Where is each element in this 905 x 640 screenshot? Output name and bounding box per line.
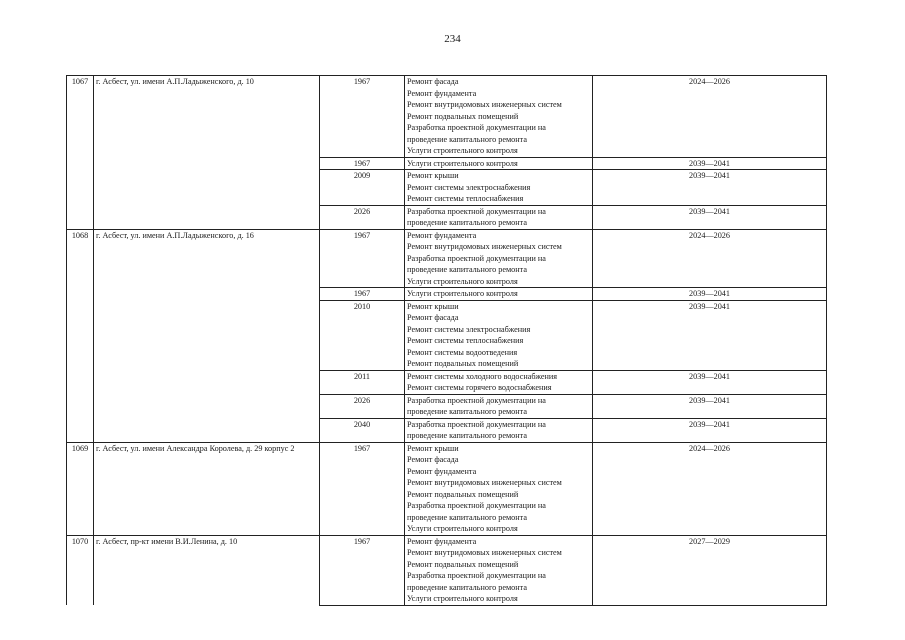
works-cell [405,170,593,206]
period-cell: 2027—2029 [593,535,827,605]
year-cell: 2009 [320,170,405,206]
building-number-cell: 1068 [67,229,94,442]
year-cell: 2011 [320,370,405,394]
work-item: Ремонт фасада [407,313,459,322]
works-cell [405,300,593,370]
work-item: Разработка проектной документации на [407,253,546,263]
period-cell: 2024—2026 [593,76,827,158]
works-cell [405,205,593,229]
work-item: Ремонт фундамента [407,230,477,240]
period-cell: 2039—2041 [593,394,827,418]
year-cell: 1967 [320,442,405,535]
work-item: Ремонт внутридомовых инженерных систем [407,548,562,557]
building-address-cell: г. Асбест, ул. имени Александра Королева, д. 29 корпус 2 [94,442,320,535]
period-cell: 2039—2041 [593,157,827,170]
building-address-cell: г. Асбест, пр-кт имени В.И.Ленина, д. 10 [94,535,320,605]
works-cell [405,76,593,158]
work-item: Ремонт фасада [407,455,459,464]
work-item: Услуги строительного контроля [407,524,518,533]
year-cell: 1967 [320,229,405,288]
work-item: Ремонт фундамента [407,88,477,98]
work-item: Ремонт фасада [407,77,459,86]
work-item: Ремонт крыши [407,443,459,453]
period-cell: 2039—2041 [593,205,827,229]
repair-schedule-table [66,75,827,606]
year-cell: 2040 [320,418,405,442]
works-cell [405,229,593,288]
work-item: Разработка проектной документации на [407,501,546,510]
work-item: Разработка проектной документации на [407,571,546,580]
year-cell: 1967 [320,76,405,158]
table-row [67,442,827,535]
period-cell: 2024—2026 [593,442,827,535]
table-row [67,535,827,605]
work-item: Ремонт системы электроснабжения [407,182,531,192]
work-item: проведение капитального ремонта [407,512,527,522]
building-address-cell: г. Асбест, ул. имени А.П.Ладыженского, д. 10 [94,76,320,230]
work-item: Ремонт внутридомовых инженерных систем [407,478,562,487]
work-item: Услуги строительного контроля [407,594,518,603]
work-item: Услуги строительного контроля [407,276,518,286]
work-item: проведение капитального ремонта [407,431,527,440]
works-cell [405,418,593,442]
work-item: Ремонт системы водоотведения [407,347,518,357]
year-cell: 2026 [320,205,405,229]
building-number-cell: 1070 [67,535,94,605]
work-item: Ремонт подвальных помещений [407,359,519,368]
period-cell: 2024—2026 [593,229,827,288]
repair-schedule-body [67,76,827,606]
building-number-cell: 1069 [67,442,94,535]
work-item: Услуги строительного контроля [407,158,518,168]
period-cell: 2039—2041 [593,300,827,370]
period-cell: 2039—2041 [593,418,827,442]
work-item: Разработка проектной документации на [407,395,546,405]
period-cell: 2039—2041 [593,370,827,394]
works-cell [405,442,593,535]
table-row [67,229,827,288]
work-item: Разработка проектной документации на [407,206,546,216]
work-item: Ремонт внутридомовых инженерных систем [407,242,562,251]
work-item: Ремонт фундамента [407,536,477,546]
year-cell: 2010 [320,300,405,370]
work-item: проведение капитального ремонта [407,134,527,144]
works-cell [405,370,593,394]
year-cell: 1967 [320,288,405,301]
period-cell: 2039—2041 [593,170,827,206]
works-cell [405,288,593,301]
work-item: Ремонт системы горячего водоснабжения [407,383,552,392]
work-item: Ремонт системы теплоснабжения [407,336,524,345]
year-cell: 1967 [320,157,405,170]
work-item: Ремонт внутридомовых инженерных систем [407,100,562,109]
works-cell [405,394,593,418]
building-address-cell: г. Асбест, ул. имени А.П.Ладыженского, д. 16 [94,229,320,442]
work-item: Ремонт подвальных помещений [407,111,519,121]
work-item: Разработка проектной документации на [407,123,546,132]
work-item: Ремонт системы холодного водоснабжения [407,371,558,381]
work-item: проведение капитального ремонта [407,218,527,227]
work-item: Ремонт системы электроснабжения [407,324,531,334]
page-number: 234 [444,33,461,45]
work-item: Ремонт системы теплоснабжения [407,194,524,203]
year-cell: 1967 [320,535,405,605]
table-row [67,76,827,158]
building-number-cell: 1067 [67,76,94,230]
work-item: проведение капитального ремонта [407,407,527,416]
work-item: Услуги строительного контроля [407,146,518,155]
work-item: Разработка проектной документации на [407,419,546,429]
work-item: Ремонт крыши [407,301,459,311]
work-item: Ремонт крыши [407,171,459,180]
work-item: Ремонт подвальных помещений [407,559,519,569]
work-item: проведение капитального ремонта [407,582,527,592]
work-item: Услуги строительного контроля [407,289,518,298]
work-item: проведение капитального ремонта [407,265,527,274]
works-cell [405,535,593,605]
work-item: Ремонт подвальных помещений [407,489,519,499]
year-cell: 2026 [320,394,405,418]
work-item: Ремонт фундамента [407,466,477,476]
period-cell: 2039—2041 [593,288,827,301]
works-cell [405,157,593,170]
